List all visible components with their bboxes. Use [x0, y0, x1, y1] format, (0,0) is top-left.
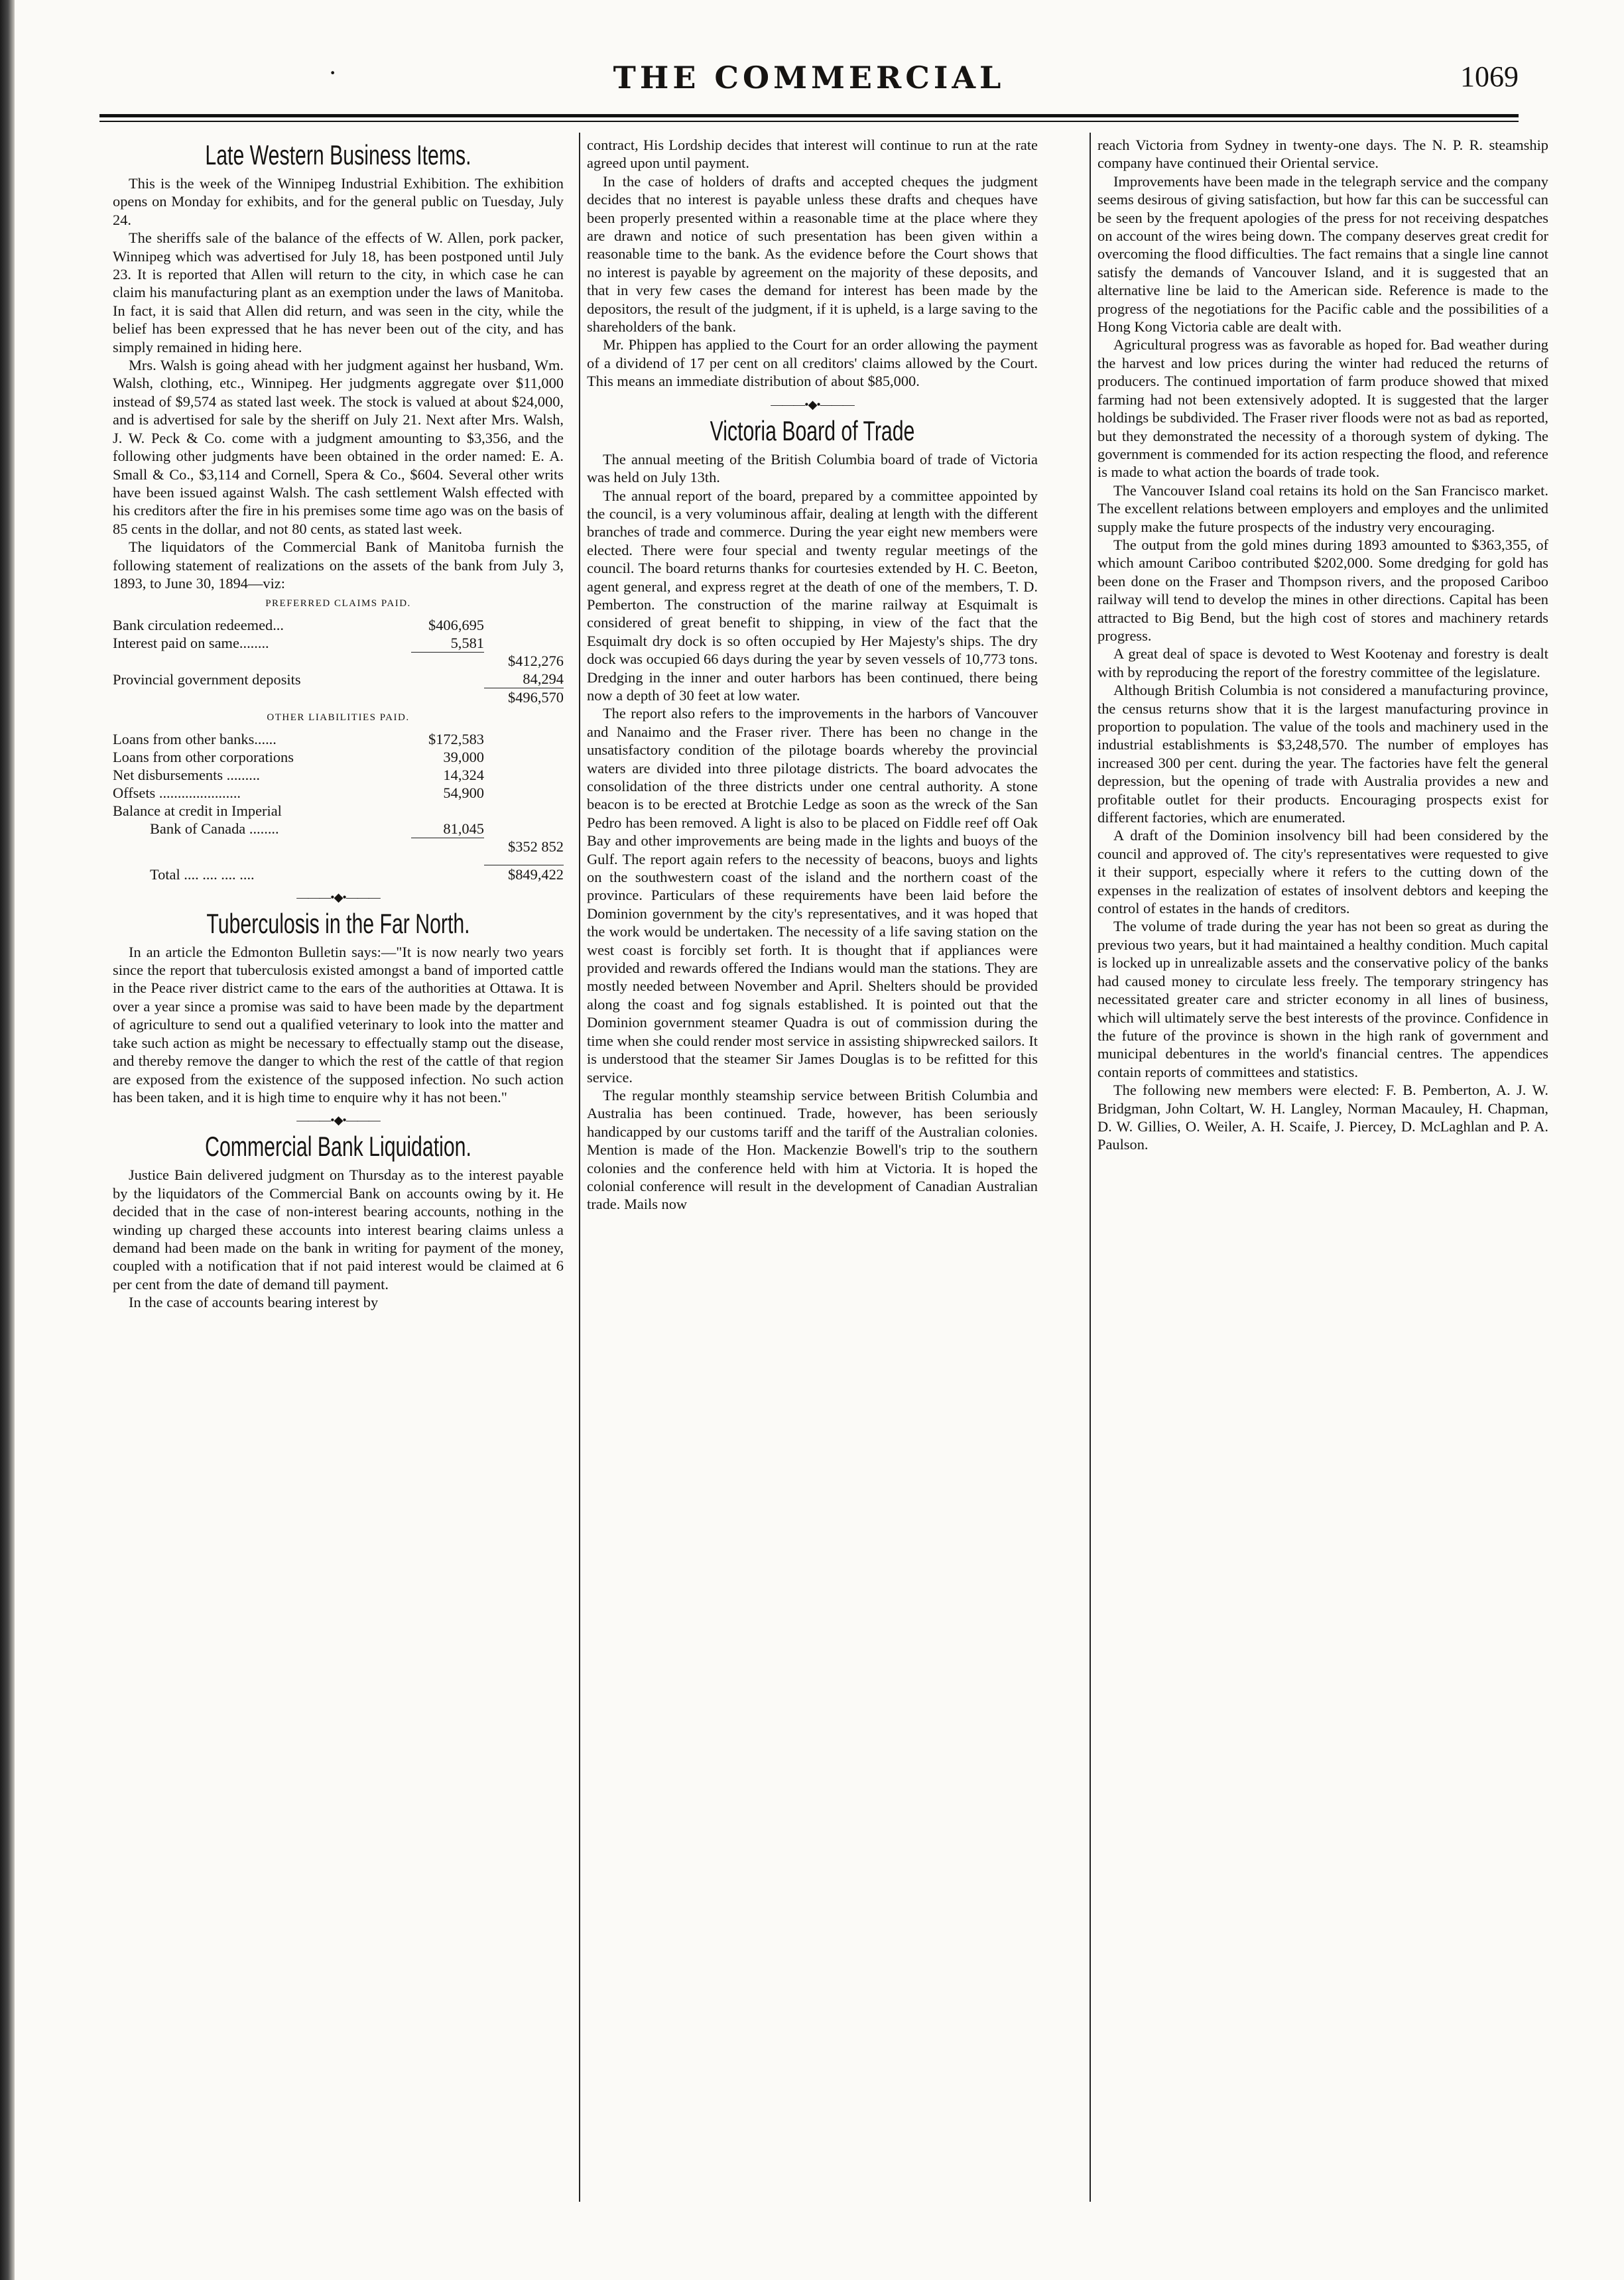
- column-rule-1: [579, 133, 580, 2202]
- table-row: [113, 820, 564, 838]
- row-label: Loans from other corporations: [113, 748, 294, 765]
- table-row: [113, 688, 564, 707]
- paragraph: Mrs. Walsh is going ahead with her judgment against her husband, Wm. Walsh, clothing, etc., Winnipeg. Her judgments aggregate over $11,000 instead of $9,574 as stated last week. The stock is valued at about $24,000, and is advertised for sale by the sheriff on July 21. Next after Mrs. Walsh, J. W. Peck & Co. come with a judgment amounting to $3,356, and the following other judgments have been obtained in the order named: E. A. Small & Co., $3,114 and Cornell, Spera & Co., $604. Several other writs have been issued against Walsh. The cash settlement Walsh effected with his creditors after the fire in his premises some time ago was on the basis of 85 cents in the dollar, and not 80 cents, as stated last week.: [113, 357, 564, 537]
- paragraph: Mr. Phippen has applied to the Court for an order allowing the payment of a dividend of 17 per cent on all creditors' claims allowed by the Court. This means an immediate distribution of about $85,000.: [587, 336, 1038, 390]
- paragraph: Justice Bain delivered judgment on Thursday as to the interest payable by the liquidators of the Commercial Bank on accounts owing by it. He decided that in the case of non-interest bearing accounts, nothing in the winding up charged these accounts into interest bearing claims unless a demand had been made on the bank in writing for payment of the money, coupled with a notification that if not paid interest would be claimed at 6 per cent from the date of demand till payment.: [113, 1167, 564, 1293]
- row-label: Bank of Canada ........: [150, 820, 279, 838]
- row-amount: 14,324: [443, 766, 484, 783]
- table-row: [113, 855, 564, 865]
- page-binding-edge: [0, 0, 15, 2280]
- paragraph: The output from the gold mines during 1893 amounted to $363,355, of which amount Cariboo contributed $202,000. Some dredging for gold has been done on the Fraser and Thompson rivers, and the proposed Cariboo railway will tend to develop the mines in other directions. Capital has been attracted to Big Bend, but the high cost of stores and machinery retards progress.: [1097, 536, 1548, 644]
- row-amount: 5,581: [450, 634, 484, 651]
- total-amount: $496,570: [484, 688, 564, 707]
- column-rule-2: [1090, 133, 1091, 2202]
- paragraph: This is the week of the Winnipeg Industrial Exhibition. The exhibition opens on Monday for exhibits, and for the general public on Tuesday, July 24.: [113, 175, 564, 228]
- paragraph: The volume of trade during the year has not been so great as during the previous two years, but it had maintained a healthy condition. Much capital is locked up in unrealizable assets and the conservative policy of the banks had caused money to circulate less freely. The temporary stringency has necessitated greater care and stricter economy in all lines of business, which will ultimately serve the best interests of the province. Confidence in the future of the province is shown in the high rank of government and municipal debentures in the world's financial centres. The appendices contain reports of committees and statistics.: [1097, 918, 1548, 1080]
- subtotal-amount: $412,276: [508, 653, 564, 670]
- row-amount: $406,695: [428, 616, 484, 633]
- page-number: 1069: [1460, 60, 1519, 93]
- paragraph: In the case of holders of drafts and accepted cheques the judgment decides that no interest is payable unless these drafts and cheques have been properly presented within a reasonable time at the place where they are drawn and notice of such presentation has been given within a reasonable time to the bank. As the evidence before the Court shows that no interest is payable by agreement on the majority of these deposits, and that in very few cases the demand for interest has been made by the depositors, the result of the judgment, if it is upheld, is a large saving to the shareholders of the bank.: [587, 172, 1038, 336]
- section-ornament: ———•◆•———: [771, 397, 854, 411]
- masthead: THE COMMERCIAL: [613, 60, 1005, 95]
- column-2: [587, 136, 1038, 2205]
- row-label: Offsets ......................: [113, 784, 241, 801]
- row-label: Balance at credit in Imperial: [113, 802, 282, 819]
- paragraph: The regular monthly steamship service between British Columbia and Australia has been continued. Trade, however, has been seriously handicapped by our customs tariff and the tariff of the Australian colonies. Mention is made of the Hon. Mackenzie Bowell's trip to the southern colonies and the conference held with him at Victoria. It is hoped the colonial conference will result in the development of Canadian Australian trade. Mails now: [587, 1086, 1038, 1213]
- table-row: [113, 865, 564, 883]
- table-row: [113, 616, 564, 634]
- row-label: Total .... .... .... ....: [150, 865, 255, 883]
- table-row: [113, 652, 564, 670]
- paragraph: In an article the Edmonton Bulletin says:—"It is now nearly two years since the report that tuberculosis existed amongst a band of imported cattle in the Peace river district came to the ears of the authorities at Ottawa. It is over a year since a promise was said to have been made by the department of agriculture to send out a qualified veterinary to look into the matter and take such action as might be necessary to effectually stamp out the disease, and thereby remove the danger to which the rest of the cattle of that region are exposed from the existence of the supposed infection. No such action has been taken, and it is high time to enquire why it has not been.": [113, 943, 564, 1106]
- table-row: [113, 670, 564, 688]
- row-amount: 84,294: [523, 670, 564, 688]
- paragraph: Improvements have been made in the telegraph service and the company seems desirous of giving satisfaction, but how far this can be successful can be seen by the frequent apologies of the press for not receiving despatches on account of the wires being down. The company deserves great credit for overcoming the flood difficulties. The fact remains that a single line cannot satisfy the demands of Vancouver Island, and it is suggested that an alternative line be laid to the American side. Reference is made to the progress of the negotiations for the Pacific cable and the possibilities of a Hong Kong Victoria cable are dealt with.: [1097, 172, 1548, 336]
- table-row: [113, 766, 564, 784]
- paragraph: contract, His Lordship decides that interest will continue to run at the rate agreed upon until payment.: [587, 137, 1038, 172]
- heading-tuberculosis: Tuberculosis in the Far North.: [206, 907, 470, 939]
- paragraph: In the case of accounts bearing interest by: [129, 1294, 379, 1311]
- paragraph: reach Victoria from Sydney in twenty-one days. The N. P. R. steamship company have continued their Oriental service.: [1097, 137, 1548, 172]
- paragraph: The annual meeting of the British Columbia board of trade of Victoria was held on July 13th.: [587, 450, 1038, 486]
- heading-late-western-business: Late Western Business Items.: [205, 139, 471, 170]
- row-label: Interest paid on same........: [113, 635, 269, 652]
- paragraph: Although British Columbia is not considered a manufacturing province, the census returns show that it is the largest manufacturing province in proportion to population. The value of the tools and machinery used in the industrial establishments is $3,248,570. The number of employes has increased 300 per cent. during the year. The factories have felt the general depression, but the opening of trade with Australia provides a new and profitable outlet for their products. Encouraging prospects exist for different factories, which are enumerated.: [1097, 682, 1548, 826]
- row-amount: 54,900: [443, 784, 484, 801]
- page-header: [99, 40, 1519, 126]
- row-amount: $172,583: [428, 730, 484, 747]
- table-row: [113, 634, 564, 653]
- header-dot: ·: [328, 58, 338, 88]
- grand-total-amount: $849,422: [484, 865, 564, 883]
- section-ornament: ———•◆•———: [296, 890, 380, 904]
- heading-commercial-bank-liquidation: Commercial Bank Liquidation.: [205, 1131, 471, 1163]
- paragraph: The Vancouver Island coal retains its hold on the San Francisco market. The excellent relations between employers and employes and the unlimited supply make the future prospects of the industry very encouraging.: [1097, 481, 1548, 535]
- preferred-claims-heading: PREFERRED CLAIMS PAID.: [265, 598, 411, 609]
- other-liabilities-heading: OTHER LIABILITIES PAID.: [267, 712, 410, 724]
- paragraph: The annual report of the board, prepared by a committee appointed by the council, is a very voluminous affair, dealing at length with the different branches of trade and commerce. During the year eight new members were elected. There were four special and twenty regular meetings of the council. The board returns thanks for courtesies extended by H. C. Beeton, agent general, and express regret at the death of one of the members, T. D. Pemberton. The construction of the marine railway at Esquimalt is considered of great benefit to shipping, in view of the fact that the Esquimalt dry dock is so often occupied by Her Majesty's ships. The dry dock was occupied 66 days during the year by seven vessels of 10,773 tons. Dredging in the inner and outer harbors has been continued, there being now a depth of 30 feet at low water.: [587, 487, 1038, 704]
- table-row: [113, 784, 564, 802]
- paragraph: Agricultural progress was as favorable as hoped for. Bad weather during the harvest and low prices during the winter had reduced the returns of producers. The continued importation of farm produce showed that mixed farming had not been extensively adopted. It is suggested that the larger holdings be subdivided. The Fraser river floods were not as bad as reported, but they demonstrated the necessity of a thorough system of dyking. The government is commended for its action respecting the flood, and reference is made to what action the boards of trade took.: [1097, 336, 1548, 481]
- column-1: [113, 136, 564, 2205]
- paragraph: A great deal of space is devoted to West Kootenay and forestry is dealt with by reproducing the report of the forestry committee of the legislature.: [1097, 645, 1548, 680]
- table-row: [113, 748, 564, 766]
- row-label: Net disbursements .........: [113, 766, 261, 783]
- section-ornament: ———•◆•———: [296, 1113, 380, 1127]
- row-label: Loans from other banks......: [113, 730, 277, 747]
- paragraph: The report also refers to the improvements in the harbors of Vancouver and Nanaimo and the Fraser river. There has been no change in the unsatisfactory condition of the pilotage boards whereby the provincial waters are divided into three pilotage districts. The board advocates the consolidation of the three districts under one central authority. A stone beacon is to be erected at Brotchie Ledge as soon as the wreck of the San Pedro has been removed. A light is also to be placed on Fiddle reef off Oak Bay and other improvements are being made in the lights and buoys of the Gulf. The report again refers to the necessity of beacons, buoys and lights on the southwestern coast of the island and the northern coast of the province. Particulars of these requirements have been laid before the Dominion government by the city's representatives, and it was hoped that the work would be undertaken. The necessity of a life saving station on the west coast is forcibly set forth. It is thought that if appliances were provided and rewards offered the Indians would man the stations. They are mostly needed between November and April. Shelters should be provided along the coast and fog signals established. It is pointed out that the Dominion government steamer Quadra is out of commission during the time when she could render most service in assisting shipwrecked sailors. It is understood that the steamer Sir James Douglas is to be refitted for this service.: [587, 705, 1038, 1086]
- heading-victoria-board-of-trade: Victoria Board of Trade: [710, 414, 915, 446]
- other-liabilities-table: [113, 730, 564, 883]
- row-amount: 39,000: [443, 748, 484, 765]
- header-rule-thick: [99, 114, 1519, 117]
- row-label: Provincial government deposits: [113, 670, 301, 688]
- paragraph: A draft of the Dominion insolvency bill had been considered by the council and approved of. The city's representatives were requested to give it their support, especially where it refers to the cutting down of the expenses in the realization of estates of insolvent debtors and keeping the control of estates in the hands of creditors.: [1097, 827, 1548, 917]
- row-amount: 81,045: [443, 820, 484, 837]
- paragraph: The sheriffs sale of the balance of the effects of W. Allen, pork packer, Winnipeg which was advertised for July 18, has been postponed until July 23. It is reported that Allen will return to the city, in which case he can claim his manufacturing plant as an exemption under the laws of Manitoba. In fact, it is said that Allen did return, and was seen in the city, while the belief has been expressed that he has never been out of the city, and has simply remained in hiding here.: [113, 229, 564, 355]
- subtotal-amount: $352 852: [508, 838, 564, 855]
- column-3: [1097, 136, 1548, 2205]
- table-row: [113, 730, 564, 748]
- header-rule-thin: [99, 121, 1519, 122]
- table-row: [113, 802, 564, 820]
- paragraph: The liquidators of the Commercial Bank of Manitoba furnish the following statement of realizations on the assets of the bank from July 3, 1893, to June 30, 1894—viz:: [113, 538, 564, 592]
- paragraph: The following new members were elected: F. B. Pemberton, A. J. W. Bridgman, John Coltart, W. H. Langley, Norman Macauley, H. Chapman, D. W. Gillies, O. Weiler, A. H. Scaife, J. Piercey, D. McLaghlan and P. A. Paulson.: [1097, 1082, 1548, 1153]
- table-row: [113, 838, 564, 855]
- preferred-claims-table: [113, 616, 564, 707]
- row-label: Bank circulation redeemed...: [113, 616, 284, 633]
